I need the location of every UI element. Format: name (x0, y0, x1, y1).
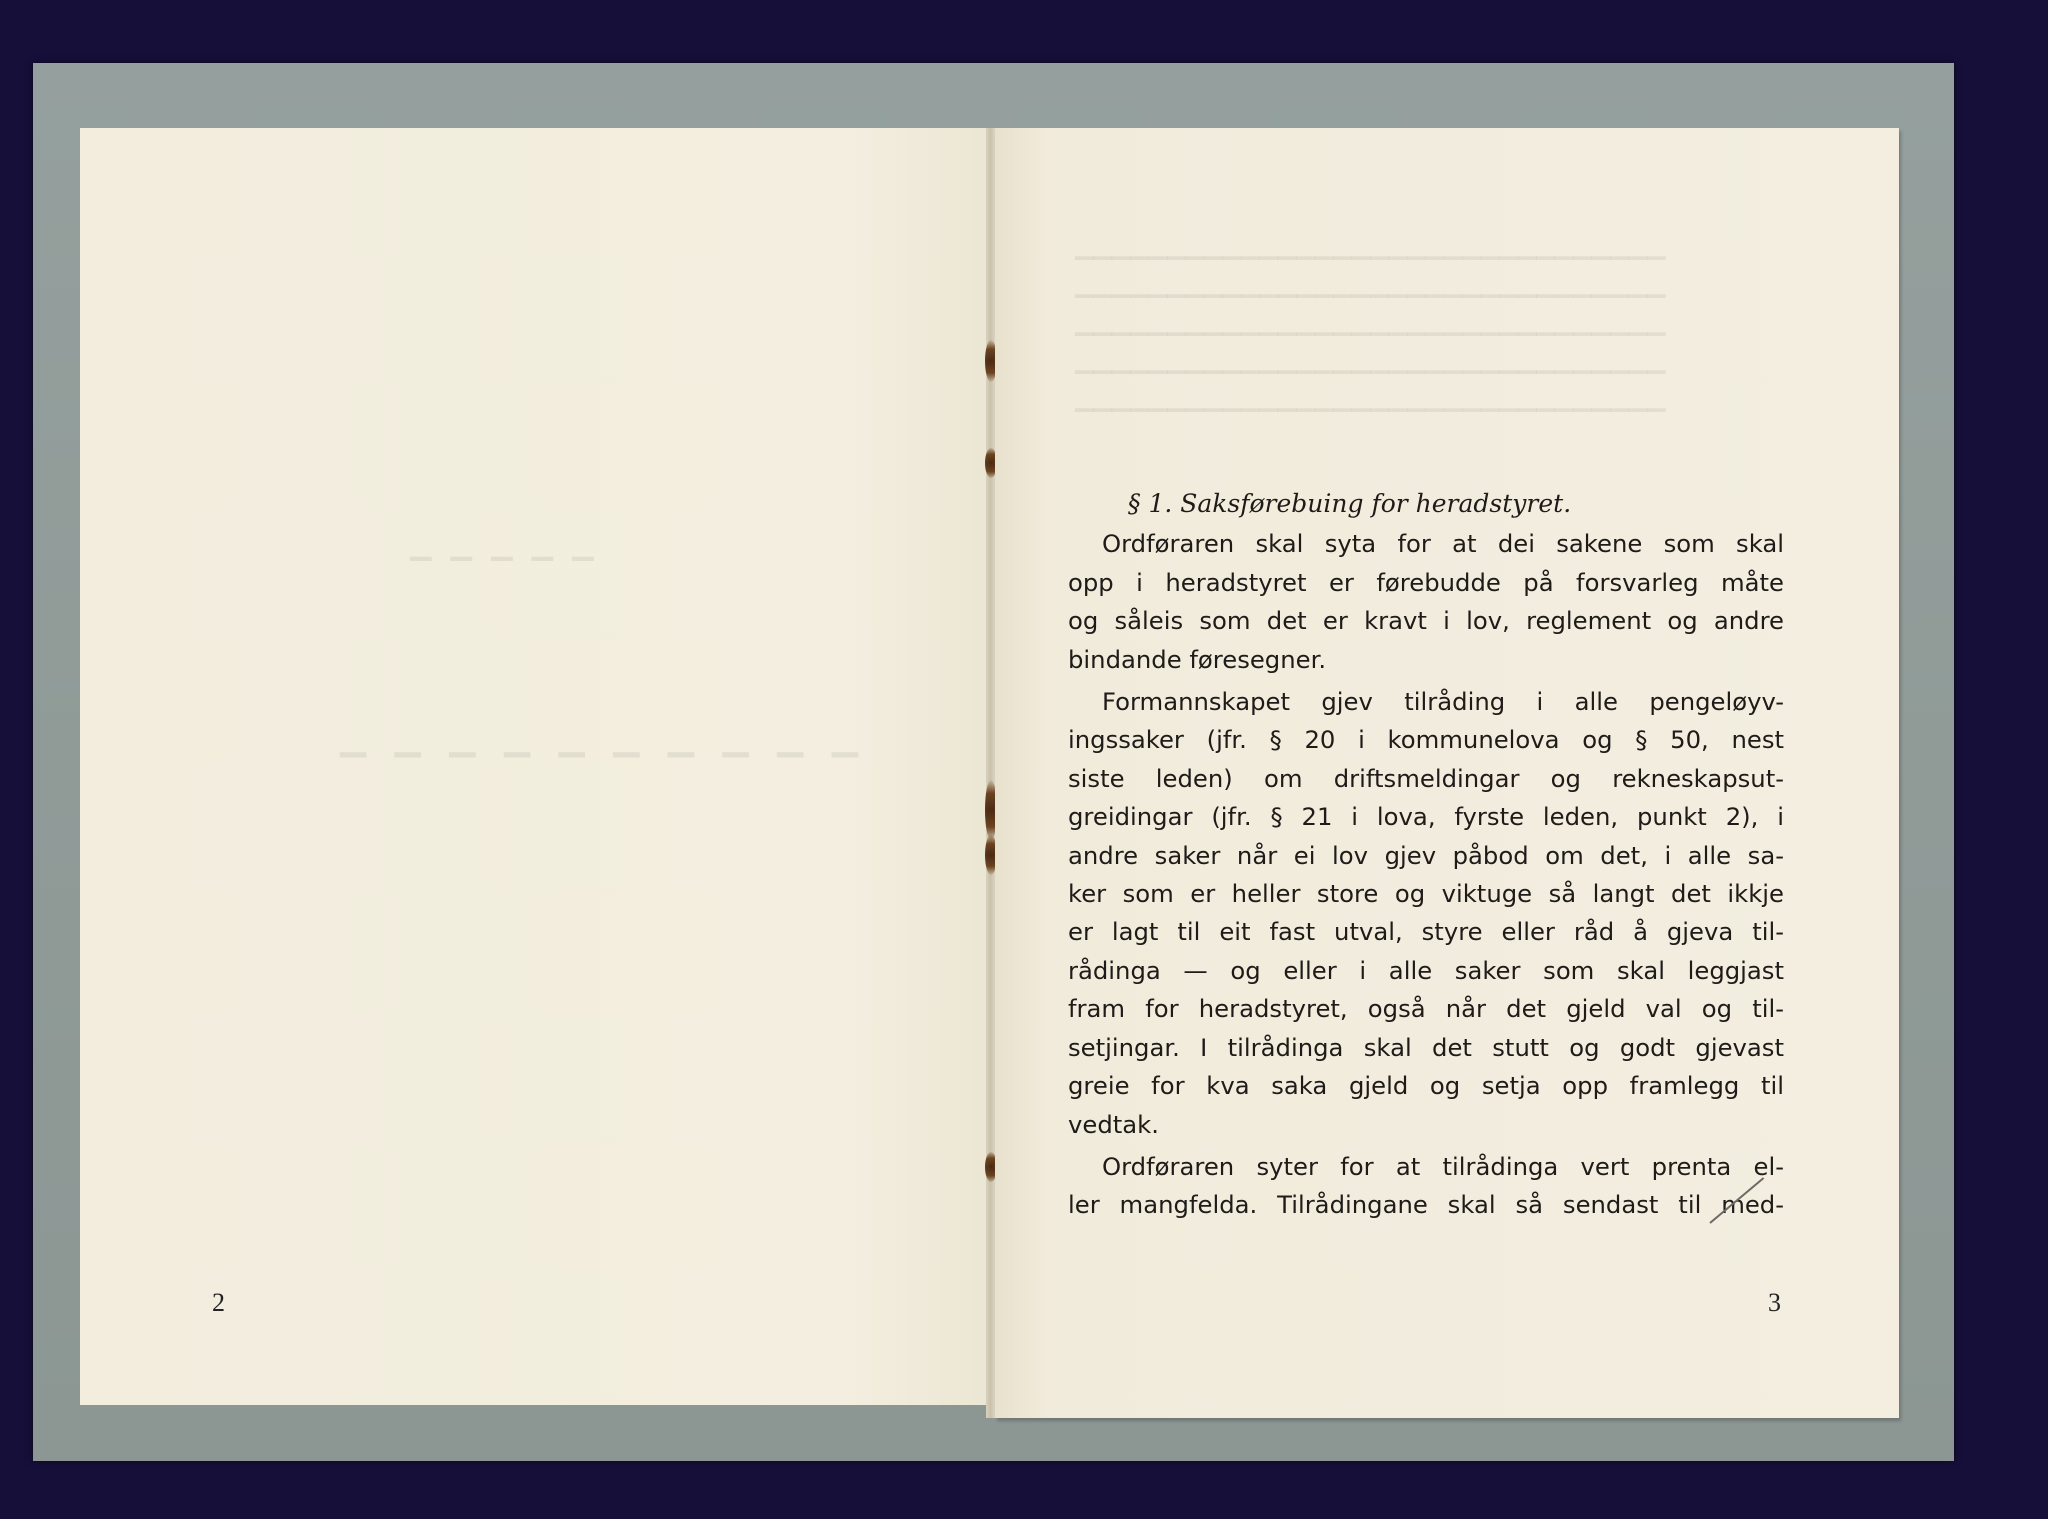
text-line: fram for heradstyret, også når det gjeld val og til- (1068, 994, 1784, 1024)
text-line: Ordføraren syter for at tilrådinga vert prenta el- (1102, 1151, 1784, 1181)
text-line: bindande føresegner. (1068, 644, 1327, 674)
bleed-through-text: ▁ ▁ ▁ ▁ ▁ ▁ ▁ ▁ ▁ ▁ (340, 720, 868, 757)
text-line: greidingar (jfr. § 21 i lova, fyrste leden, punkt 2), i (1068, 802, 1784, 832)
section-heading: § 1. Saksførebuing for heradstyret. (1128, 489, 1572, 518)
text-line: Formannskapet gjev tilråding i alle pengeløyv- (1102, 687, 1784, 717)
text-line: ker som er heller store og viktuge så langt det ikkje (1068, 879, 1784, 909)
text-line: andre saker når ei lov gjev påbod om det, i alle sa- (1068, 840, 1784, 870)
text-line: siste leden) om driftsmeldingar og rekneskapsut- (1068, 763, 1784, 793)
page-number-left: 2 (212, 1288, 225, 1317)
text-line: og såleis som det er kravt i lov, reglement og andre (1068, 606, 1784, 636)
text-line: ler mangfelda. Tilrådingane skal så sendast til med- (1068, 1190, 1784, 1220)
spine (986, 128, 995, 1418)
text-line: opp i heradstyret er førebudde på forsvarleg måte (1068, 567, 1784, 597)
text-line: ingssaker (jfr. § 20 i kommunelova og § 50, nest (1068, 725, 1784, 755)
text-line: Ordføraren skal syta for at dei sakene som skal (1102, 529, 1784, 559)
text-line: er lagt til eit fast utval, styre eller råd å gjeva til- (1068, 917, 1784, 947)
paragraph (1068, 683, 1784, 1144)
text-line: rådinga — og eller i alle saker som skal leggjast (1068, 955, 1784, 985)
text-line: setjingar. I tilrådinga skal det stutt og godt gjevast (1068, 1032, 1784, 1062)
page-number-right: 3 (1768, 1288, 1781, 1317)
body-text (1068, 485, 1784, 1225)
text-line: greie for kva saka gjeld og setja opp framlegg til (1068, 1071, 1784, 1101)
bleed-through-text: ▁▁▁▁▁▁▁▁▁▁▁▁▁▁▁▁▁▁▁▁▁▁▁▁▁▁▁▁▁▁▁▁ ▁▁▁▁▁▁▁▁▁▁▁▁▁▁▁▁▁▁▁▁▁▁▁▁▁▁▁▁▁▁▁▁ ▁▁▁▁▁▁▁▁▁▁▁▁▁▁▁▁▁▁▁▁▁▁▁▁▁▁▁▁▁▁▁▁ ▁▁▁▁▁▁▁▁▁▁▁▁▁▁▁▁▁▁▁▁▁▁▁▁▁▁▁▁▁▁▁▁ ▁▁▁▁▁▁▁▁▁▁▁▁▁▁▁▁▁▁▁▁▁▁▁▁▁▁▁▁▁▁▁▁ (1075, 234, 1666, 412)
bleed-through-text: ▁ ▁ ▁ ▁ ▁ (410, 530, 600, 561)
text-line: vedtak. (1068, 1109, 1159, 1139)
paragraph (1068, 1148, 1784, 1225)
left-page (80, 128, 986, 1405)
paragraph (1068, 525, 1784, 679)
